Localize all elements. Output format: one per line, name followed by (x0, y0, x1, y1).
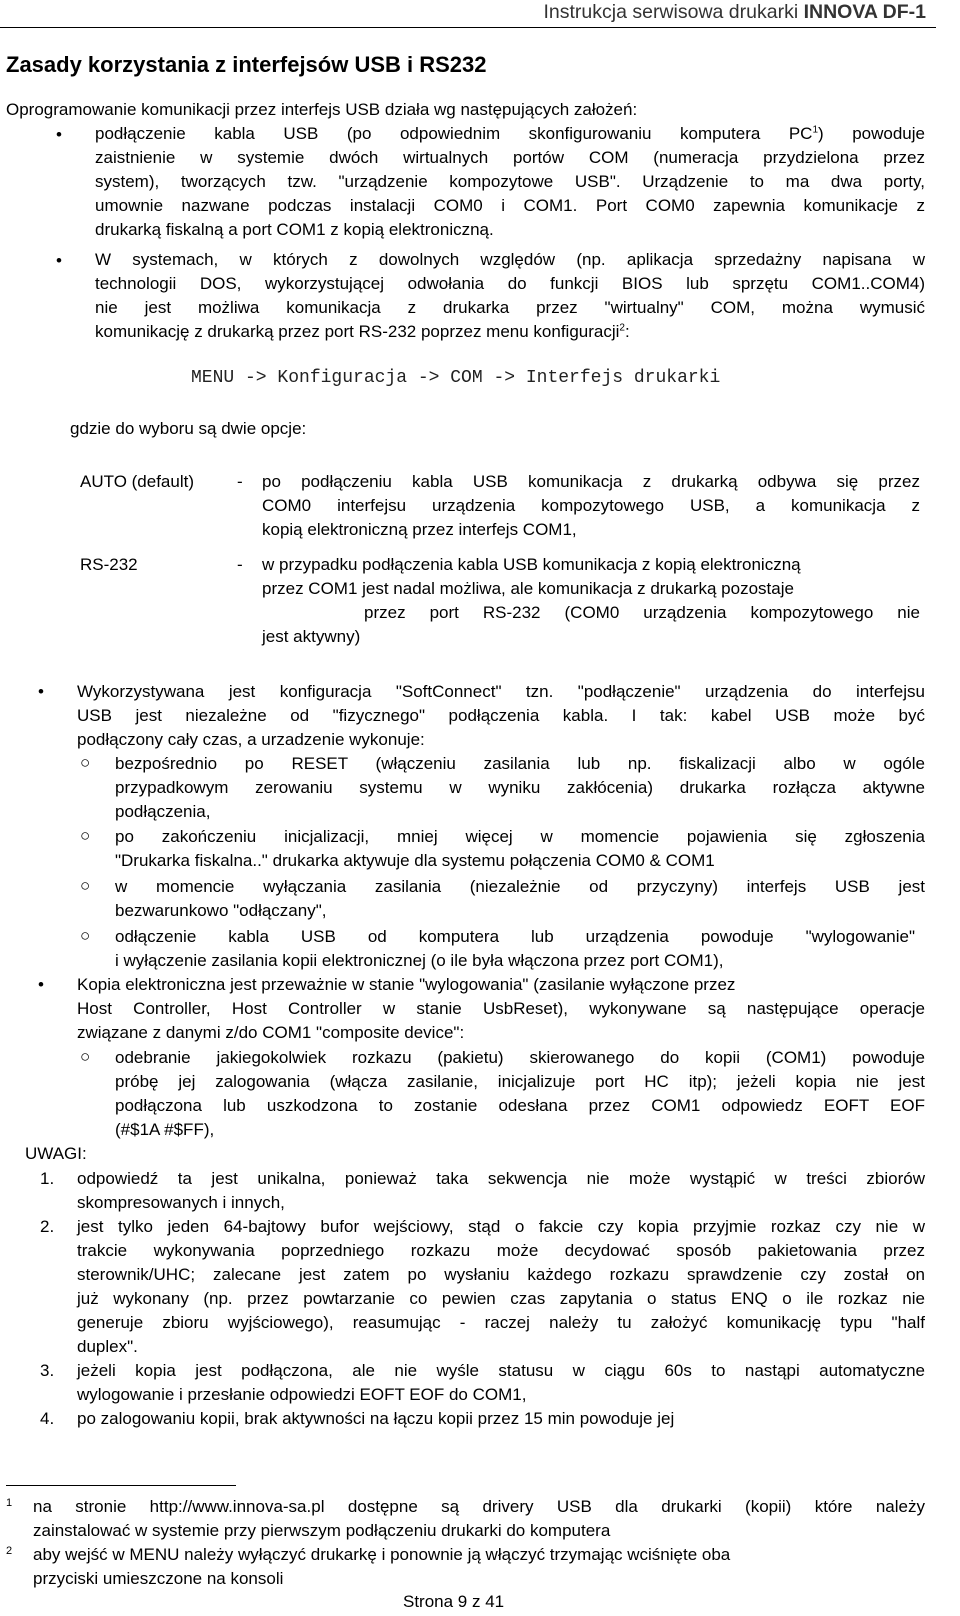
footnote-number: 2 (6, 1545, 13, 1557)
option-rs-line3: przez port RS-232 (COM0 urządzenia kompozytowego nie (364, 603, 920, 622)
bullet-icon: • (56, 125, 62, 144)
b1-line: podłączenie kabla USB (po odpowiednim skonfigurowaniu komputera $PC^1$) powoduje (95, 124, 925, 143)
section-title: Zasady korzystania z interfejsów USB i RS232 (6, 52, 487, 77)
note-number: 1. (40, 1169, 55, 1188)
note-3: jeżeli kopia jest podłączona, ale nie wyśle statusu w ciągu 60s to nastąpi automatyczne wylogowanie i przesłanie odpowiedzi EOFT EOF do COM1, (77, 1361, 925, 1404)
header-rule (0, 27, 936, 28)
circle-bullet-icon: ○ (80, 926, 91, 945)
page-number: Strona 9 z 41 (403, 1592, 505, 1611)
circle-bullet-icon: ○ (80, 876, 91, 895)
footnote-1: na stronie http://www.innova-sa.pl dostępne są drivery USB dla drukarki (kopii) które należy zainstalować w systemie przy pierwszym podłączeniu drukarki do komputera (33, 1497, 925, 1540)
option-rs-dash: - (237, 555, 243, 574)
note-number: 4. (40, 1409, 55, 1428)
menu-path: MENU -> Konfiguracja -> COM -> Interfejs drukarki (191, 368, 721, 388)
option-rs-name: RS-232 (80, 555, 138, 574)
circle-bullet-icon: ○ (80, 826, 91, 845)
b2-line: W systemach, w których z dowolnych względów (np. aplikacja sprzedażny napisana w (95, 250, 925, 269)
footnote-rule (6, 1485, 236, 1486)
note-4: po zalogowaniu kopii, brak aktywności na łączu kopii przez 15 min powoduje jej (77, 1409, 675, 1428)
bullet-3-text (77, 680, 925, 752)
circle-bullet-icon: ○ (80, 1047, 91, 1066)
option-rs-line1: w przypadku podłączenia kabla USB komunikacja z kopią elektroniczną (262, 555, 801, 574)
b2-line: komunikację z drukarką przez port RS-232 poprzez menu konfiguracji$^2$: (95, 322, 630, 341)
b1-line: drukarką fiskalną a port COM1 z kopią elektroniczną. (95, 220, 494, 239)
bullet-icon: • (56, 251, 62, 270)
b2-line: technologii DOS, wykorzystującej odwołania do funkcji BIOS lub sprzętu COM1..COM4) (95, 274, 925, 293)
b1-line: system), tworzących tzw. "urządzenie kompozytowe USB". Urządzenie to ma dwa porty, (95, 172, 925, 191)
option-auto-name: AUTO (default) (80, 472, 195, 491)
b3-sub-1: bezpośrednio po RESET (włączeniu zasilania lub np. fiskalizacji albo w ogóle przypadkowym zerowaniu systemu w wyniku zakłócenia) drukarka rozłącza aktywne podłączenia, (115, 754, 925, 821)
note-1: odpowiedź ta jest unikalna, ponieważ taka sekwencja nie może wystąpić w treści zbiorów skompresowanych i innych, (77, 1169, 925, 1212)
note-number: 3. (40, 1361, 55, 1380)
note-number: 2. (40, 1217, 55, 1236)
b4-sub-1: odebranie jakiegokolwiek rozkazu (pakietu) skierowanego do kopii (COM1) powoduje próbę jej zalogowania (włącza zasilanie, inicjalizuje port HC itp); jeżeli kopia nie jest podłączona lub uszkodzona to zostanie odesłana przez COM1 odpowiedz EOFT EOF (#$1A #$FF), (115, 1048, 925, 1139)
circle-bullet-icon: ○ (80, 753, 91, 772)
opt-line: COM0 interfejsu urządzenia kompozytowego USB, a komunikacja z (262, 496, 920, 515)
b1-line: umownie nazwane podczas instalacji COM0 i COM1. Port COM0 zapewnia komunikacje z (95, 196, 925, 215)
footnote-2: aby wejść w MENU należy wyłączyć drukarkę i ponownie ją włączyć trzymając wciśnięte oba przyciski umieszczone na konsoli (33, 1545, 731, 1588)
note-2: jest tylko jeden 64-bajtowy bufor wejściowy, stąd o fakcie czy kopia przyjmie rozkaz czy nie w trakcie wykonywania poprzedniego rozkazu może decydować sposób pakietowania przez sterownik/UHC; zalecane jest zatem po wysłaniu każdego rozkazu sprawdzenie czy został on już wykonany (np. przez powtarzanie co pewien czas zapytania o status ENQ o ile rozkaz nie generuje zbioru wyjściowego), reasumując - raczej należy tu założyć komunikację typu "half duplex". (77, 1217, 925, 1356)
footnote-number: 1 (6, 1497, 13, 1509)
bullet-icon: • (38, 975, 44, 994)
b3-line: USB jest niezależne od "fizycznego" podłączenia kabla. I tak: kabel USB może być (77, 706, 925, 725)
b3-sub-3: w momencie wyłączania zasilania (niezależnie od przyczyny) interfejs USB jest bezwarunkowo "odłączany", (115, 877, 925, 920)
b1-line: zaistnienie w systemie dwóch wirtualnych portów COM (numeracja przydzielona przez (95, 148, 925, 167)
bullet-4-text: Kopia elektroniczna jest przeważnie w stanie "wylogowania" (zasilanie wyłączone przez Host Controller, Host Controller w stanie UsbReset), wykonywane są następujące operacje związane z danymi z/do COM1 "composite device": (77, 975, 925, 1042)
b3-sub-4: odłączenie kabla USB od komputera lub urządzenia powoduje "wylogowanie" i wyłączenie zasilania kopii elektronicznej (o ile była włączona przez port COM1), (115, 927, 915, 970)
option-rs-line4: jest aktywny) (262, 627, 361, 646)
notes-heading: UWAGI: (25, 1144, 87, 1163)
b3-line: podłączony cały czas, a urzadzenie wykonuje: (77, 730, 425, 749)
opt-line: po podłączeniu kabla USB komunikacja z drukarką odbywa się przez (262, 472, 920, 491)
bullet-2-text (95, 248, 925, 344)
opt-line: kopią elektroniczną przez interfejs COM1, (262, 520, 577, 539)
option-auto-desc (262, 470, 920, 542)
b3-line: Wykorzystywana jest konfiguracja "SoftConnect" tzn. "podłączenie" urządzenia do interfejsu (77, 682, 925, 701)
b3-sub-2: po zakończeniu inicjalizacji, mniej więcej w momencie pojawienia się zgłoszenia "Drukarka fiskalna.." drukarka aktywuje dla systemu połączenia COM0 & COM1 (115, 827, 925, 870)
running-header (543, 1, 926, 24)
option-rs-line2: przez COM1 jest nadal możliwa, ale komunikacja z drukarką pozostaje (262, 579, 794, 598)
b2-line: nie jest możliwa komunikacja z drukarka przez "wirtualny" COM, można wymusić (95, 298, 925, 317)
header-model: INNOVA DF-1 (803, 1, 926, 23)
options-intro: gdzie do wyboru są dwie opcje: (70, 419, 307, 438)
intro-text: Oprogramowanie komunikacji przez interfejs USB działa wg następujących założeń: (6, 100, 638, 119)
header-prefix: Instrukcja serwisowa drukarki (543, 1, 804, 23)
bullet-1-text (95, 122, 925, 242)
option-auto-dash: - (237, 472, 243, 491)
bullet-icon: • (38, 682, 44, 701)
